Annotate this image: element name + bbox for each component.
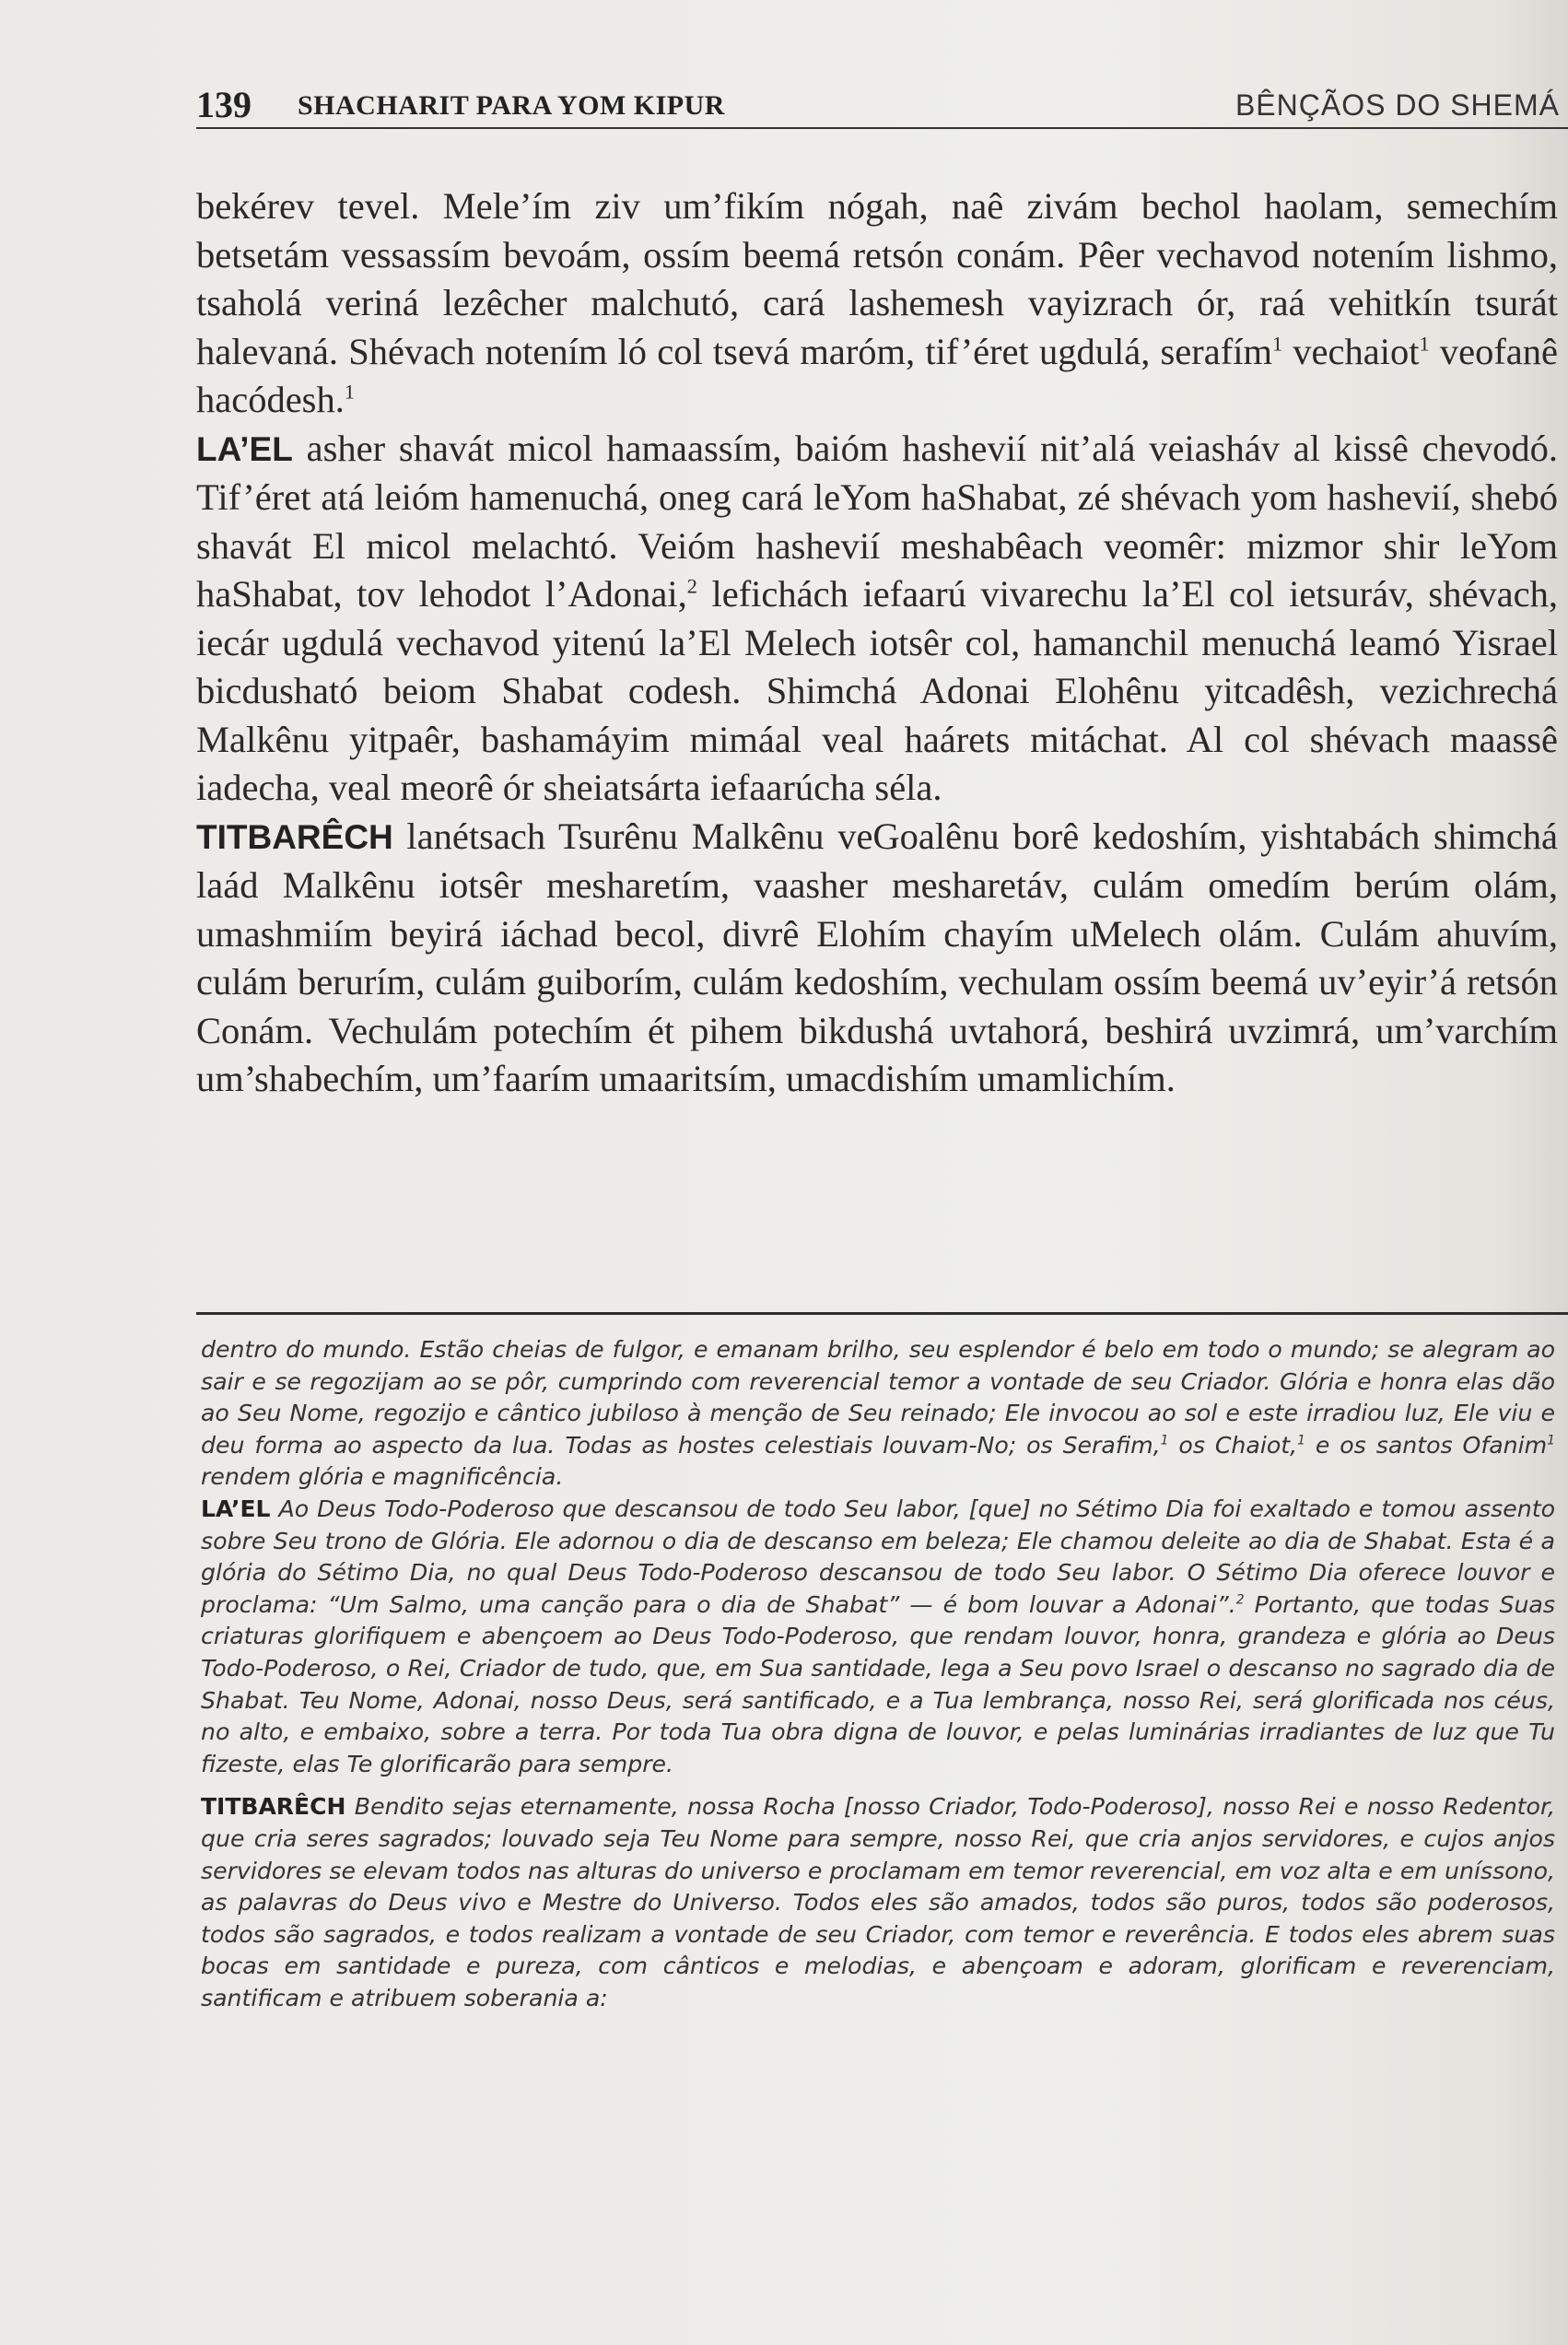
header-rule	[196, 127, 1568, 129]
paragraph-lead-word: TITBARÊCH	[201, 1793, 346, 1821]
translation-paragraph-3	[201, 1791, 1555, 2014]
paragraph-lead-word: LA’EL	[196, 429, 293, 468]
text-run: Bendito sejas eternamente, nossa Rocha [nosso Criador, Todo-Poderoso], nosso Rei e nosso Redentor, que cria seres sagrados; louvado seja Teu Nome para sempre, nosso Rei, que cria anjos servidores, e cujos anjos servidores se elevam todos nas alturas do universo e proclamam em temor reverencial, em voz alta e em uníssono, as palavras do Deus vivo e Mestre do Universo. Todos eles são amados, todos são puros, todos são poderosos, todos são sagrados, e todos realizam a vontade de seu Criador, com temor e reverência. E todos eles abrem suas bocas em santidade e pureza, com cânticos e melodias, e abençoam e adoram, glorificam e reverenciam, santificam e atribuem soberania a:	[201, 1793, 1555, 2011]
text-run: Ao Deus Todo-Poderoso que descansou de todo Seu labor, [que] no Sétimo Dia foi exaltado e tomou assento sobre Seu trono de Glória. Ele adornou o dia de descanso em beleza; Ele chamou deleite ao dia de Shabat. Esta é a glória do Sétimo Dia, no qual Deus Todo-Poderoso descansou de todo Seu labor. O Sétimo Dia oferece louvor e proclama: “Um Salmo, uma canção para o dia de Shabat” — é bom louvar a Adonai”.	[201, 1495, 1555, 1618]
page-number: 139	[196, 84, 252, 125]
text-run: asher shavát micol hamaassím, baióm hashevií nit’alá veiasháv al kissê chevodó. Tif’éret atá leióm hamenuchá, oneg cará leYom haShabat, zé shévach yom hashevií, shebó shavát El micol melachtó. Veióm hashevií meshabêach veomêr: mizmor shir leYom haShabat, tov lehodot l’Adonai,	[196, 427, 1558, 615]
footnote-marker: 2	[686, 574, 697, 598]
book-title: SHACHARIT PARA YOM KIPUR	[298, 90, 725, 121]
footnote-marker: 1	[344, 380, 355, 404]
footnote-marker: 1	[1160, 1433, 1169, 1448]
text-run: rendem glória e magnificência.	[201, 1463, 564, 1491]
translation-paragraph-2	[201, 1494, 1555, 1780]
paragraph-lead-word: TITBARÊCH	[196, 817, 393, 856]
footnote-marker: 1	[1271, 332, 1283, 355]
translation-paragraph-1	[201, 1334, 1555, 1494]
page-header	[196, 83, 1560, 131]
text-run: os Chaiot,	[1168, 1431, 1298, 1459]
text-run: e os santos Ofanim	[1305, 1431, 1548, 1459]
text-run: dentro do mundo. Estão cheias de fulgor, e emanam brilho, seu esplendor é belo em todo o mundo; se alegram ao sair e se regozijam ao se pôr, cumprindo com reverencial temor a vontade de seu Criador. Glória e honra elas dão ao Seu Nome, regozijo e cântico jubiloso à menção de Seu reinado; Ele invocou ao sol e este irradiou luz, Ele viu e deu forma ao aspecto da lua. Todas as hostes celestiais louvam-No; os Serafim,	[201, 1336, 1555, 1459]
text-run: veofanê hacódesh.	[196, 330, 1559, 420]
text-run: lefichách iefaarú vivarechu la’El col ietsuráv, shévach, iecár ugdulá vechavod yitenú la’El Melech iotsêr col, hamanchil menuchá leamó Yisrael bicdusható beiom Shabat codesh. Shimchá Adonai Elohênu yitcadêsh, vezichrechá Malkênu yitpaêr, bashamáyim mimáal veal haárets mitáchat. Al col shévach maassê iadecha, veal meorê ór sheiatsárta iefaarúcha séla.	[196, 573, 1558, 808]
text-run: bekérev tevel. Mele’ím ziv um’fikím nógah, naê zivám bechol haolam, semechím betsetám vessassím bevoám, ossím beemá retsón conám. Pêer vechavod notením lishmo, tsaholá veriná lezêcher malchutó, cará lashemesh vayizrach ór, raá vehitkín tsurát halevaná. Shévach notením ló col tsevá maróm, tif’éret ugdulá, serafím	[196, 185, 1558, 372]
text-run: Portanto, que todas Suas criaturas glorifiquem e abençoem ao Deus Todo-Poderoso, que rendam louvor, honra, grandeza e glória ao Deus Todo-Poderoso, o Rei, Criador de tudo, que, em Sua santidade, lega a Seu povo Israel o descanso no sagrado dia de Shabat. Teu Nome, Adonai, nosso Deus, será santificado, e a Tua lembrança, nosso Rei, será glorificada nos céus, no alto, e embaixo, sobre a terra. Por toda Tua obra digna de louvor, e pelas luminárias irradiantes de luz que Tu fizeste, elas Te glorificarão para sempre.	[201, 1590, 1555, 1777]
text-run: vechaiot	[1282, 330, 1420, 372]
transliteration-paragraph-2	[196, 425, 1558, 813]
paragraph-lead-word: LA’EL	[201, 1495, 271, 1522]
section-divider	[196, 1312, 1568, 1315]
footnote-marker: 1	[1547, 1433, 1555, 1448]
footnote-marker: 1	[1297, 1433, 1305, 1448]
transliteration-paragraph-3	[196, 813, 1558, 1104]
transliteration-paragraph-1	[196, 182, 1558, 425]
section-title: BÊNÇÃOS DO SHEMÁ	[1235, 88, 1560, 122]
footnote-marker: 1	[1419, 332, 1430, 355]
text-run: lanétsach Tsurênu Malkênu veGoalênu borê kedoshím, yishtabách shimchá laád Malkênu iotsêr mesharetím, vaasher mesharetáv, culám omedím berúm olám, umashmiím beyirá iáchad becol, divrê Elohím chayím uMelech olám. Culám ahuvím, culám berurím, culám guiborím, culám kedoshím, vechulam ossím beemá uv’eyir’á retsón Conám. Vechulám potechím ét pihem bikdushá uvtahorá, beshirá uvzimrá, um’varchím um’shabechím, um’faarím umaaritsím, umacdishím umamlichím.	[196, 815, 1558, 1099]
footnote-marker: 2	[1235, 1592, 1245, 1608]
transliteration-block	[196, 182, 1558, 1104]
translation-block	[201, 1334, 1555, 2014]
